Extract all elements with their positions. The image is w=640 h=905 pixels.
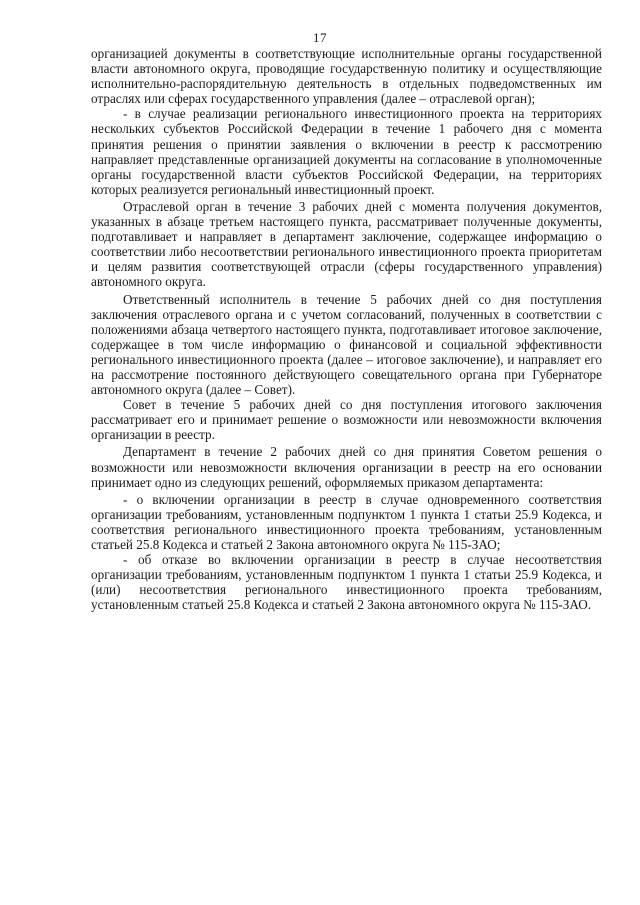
document-body (91, 46, 602, 612)
paragraph-list-item: - об отказе во включении организации в реестр в случае несоответствия организации требованиям, установленным подпунктом 1 пункта 1 статьи 25.9 Кодекса, и (или) несоответствия регионального инвестиционного проекта требованиям, установленным статьей 25.8 Кодекса и статьей 2 Закона автономного округа № 115-ЗАО. (91, 552, 602, 613)
paragraph-list-item: - в случае реализации регионального инвестиционного проекта на территориях нескольких субъектов Российской Федерации в течение 1 рабочего дня с момента принятия решения о принятии заявления о включении в реестр к рассмотрению направляет представленные организацией документы на согласование в уполномоченные органы государственной власти субъектов Российской Федерации, на территориях которых реализуется региональный инвестиционный проект. (91, 106, 602, 197)
page-number: 17 (313, 30, 327, 45)
paragraph-list-item: - о включении организации в реестр в случае одновременного соответствия организации требованиям, установленным подпунктом 1 пункта 1 статьи 25.9 Кодекса, и соответствия регионального инвестиционного проекта требованиям, установленным статьей 25.8 Кодекса и статьей 2 Закона автономного округа № 115-ЗАО; (91, 491, 602, 552)
paragraph: Департамент в течение 2 рабочих дней со дня принятия Советом решения о возможности или невозможности включения организации в реестр на его основании принимает одно из следующих решений, оформляемых приказом департамента: (91, 444, 602, 490)
paragraph-continuation: организацией документы в соответствующие исполнительные органы государственной власти автономного округа, проводящие государственную политику и осуществляющие исполнительно-распорядительную деятельность в отдельных подведомственных им отраслях или сферах государственного управления (далее – отраслевой орган); (91, 46, 602, 107)
paragraph: Совет в течение 5 рабочих дней со дня поступления итогового заключения рассматривает его и принимает решение о возможности или невозможности включения организации в реестр. (91, 397, 602, 443)
paragraph: Отраслевой орган в течение 3 рабочих дней с момента получения документов, указанных в абзаце третьем настоящего пункта, рассматривает полученные документы, подготавливает и направляет в департамент заключение, содержащее информацию о соответствии либо несоответствии регионального инвестиционного проекта приоритетам и целям развития соответствующей отрасли (сферы государственного управления) автономного округа. (91, 198, 602, 290)
paragraph: Ответственный исполнитель в течение 5 рабочих дней со дня поступления заключения отраслевого органа и с учетом согласований, полученных в соответствии с положениями абзаца четвертого настоящего пункта, подготавливает итоговое заключение, содержащее в том числе информацию о финансовой и социальной эффективности регионального инвестиционного проекта (далее – итоговое заключение), и направляет его на рассмотрение постоянного действующего совещательного органа при Губернаторе автономного округа (далее – Совет). (91, 291, 602, 398)
